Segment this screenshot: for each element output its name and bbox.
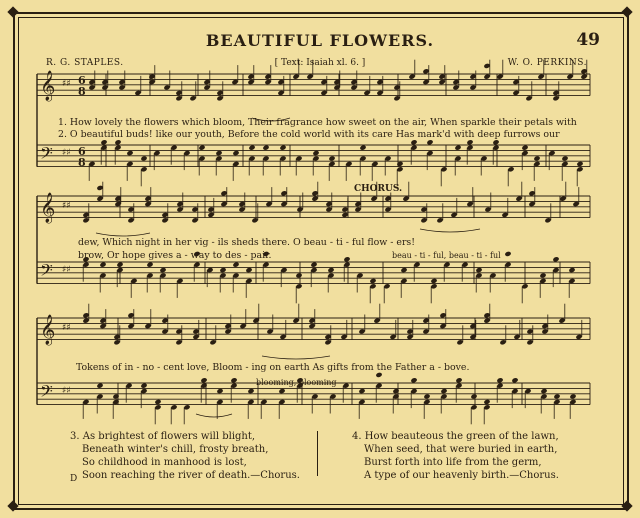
note-head [392,388,399,394]
note-head [430,278,437,284]
note-head [504,251,511,257]
stanza-line: When seed, that were buried in earth, [364,444,558,455]
page-number: 49 [576,30,600,50]
note-head [521,145,528,151]
chorus-lyric-line: brow, Or hope gives a - way to des - pair. [78,250,272,261]
note-head [245,267,252,273]
note-head [232,150,239,156]
stanza-line: Burst forth into life from the germ, [364,457,542,468]
note-head [400,267,407,273]
note-head [552,256,559,262]
note-head [247,388,254,394]
time-signature: 6 [78,145,86,158]
note-head [126,150,133,156]
slur [196,414,232,417]
note-head [576,161,583,167]
chorus-lyric-line: dew, Which night in her vig - ils sheds there. O beau - ti - ful flow - ers! [78,237,415,248]
verse-lyric-line: 1. How lovely the flowers which bloom, Their fragrance how sweet on the air, When sparkle their petals with [58,117,577,128]
note-head [230,377,237,383]
note-head [568,267,575,273]
note-head [569,393,576,399]
note-head [154,399,161,405]
chorus-lyric-line: Tokens of in - no - cent love, Bloom - ing on earth As gifts from the Father a - bove. [76,362,470,373]
note-head [539,272,546,278]
note-head [561,155,568,161]
note-head [440,388,447,394]
note-head [553,393,560,399]
note-head [466,139,473,145]
note-head [200,377,207,383]
note-head [219,267,226,273]
note-head [198,145,205,151]
signature-letter: D [70,474,78,484]
note-head [99,262,106,268]
key-signature: ♯♯ [62,201,71,211]
key-signature: ♯♯ [62,386,71,396]
note-head [112,393,119,399]
scripture-reference: [ Text: Isaiah xl. 6. ] [274,58,366,68]
note-head [359,145,366,151]
time-signature: 6 [78,74,86,87]
note-head [310,262,317,268]
bass-lyric-line: beau - ti - ful, beau - ti - ful [392,251,501,260]
slur [96,233,150,236]
time-signature: 8 [78,156,86,169]
note-head [483,399,490,405]
note-head [496,377,503,383]
note-head [140,383,147,389]
bass-lyric-line: blooming, blooming [256,378,337,387]
treble-clef: 𝄞 [40,315,56,345]
treble-clef: 𝄞 [40,71,56,101]
bass-clef: 𝄢 [40,143,53,167]
note-head [492,139,499,145]
stanza-4 [352,430,559,482]
note-head [312,150,319,156]
note-head [327,267,334,273]
note-head [215,150,222,156]
note-head [396,161,403,167]
note-head [278,388,285,394]
stanza-line: Beneath winter's chill, frosty breath, [82,444,269,455]
note-head [146,262,153,268]
treble-clef: 𝄞 [40,193,56,223]
note-head [100,139,107,145]
bass-clef: 𝄢 [40,260,53,284]
verse-lyric-line: 2. O beautiful buds! like our youth, Before the cold world with its care Has mark'd with deep furrows our [58,129,560,140]
note-head [116,262,123,268]
composer-credit: R. G. STAPLES. [46,58,124,68]
note-head [475,267,482,273]
note-head [279,145,286,151]
note-head [455,377,462,383]
note-head [262,145,269,151]
note-head [295,272,302,278]
note-head [369,278,376,284]
slur [262,356,330,359]
stanza-3 [70,430,300,482]
stanza-line: So childhood in manhood is lost, [82,457,247,468]
note-head [533,155,540,161]
note-head [358,388,365,394]
slur [420,229,480,232]
note-head [470,393,477,399]
chorus-label: CHORUS. [354,184,403,194]
stanza-line: 4. How beauteous the green of the lawn, [352,431,559,442]
note-head [248,145,255,151]
stanza-divider [317,431,318,476]
song-title: BEAUTIFUL FLOWERS. [205,31,435,50]
note-head [328,155,335,161]
key-signature: ♯♯ [62,323,71,333]
note-head [140,155,147,161]
note-head [454,145,461,151]
stanza-line: 3. As brightest of flowers will blight, [70,431,256,442]
note-head [410,377,417,383]
stanza-line: A type of our heavenly birth.—Chorus. [364,470,559,481]
note-head [216,388,223,394]
key-signature: ♯♯ [62,148,71,158]
author-credit: W. O. PERKINS. [507,58,587,68]
note-head [410,139,417,145]
key-signature: ♯♯ [62,79,71,89]
time-signature: 8 [78,85,86,98]
stanza-line: Soon reaching the river of death.—Chorus. [82,470,300,481]
note-head [96,383,103,389]
note-head [114,139,121,145]
note-head [232,262,239,268]
note-head [540,388,547,394]
bass-clef: 𝄢 [40,381,53,405]
key-signature: ♯♯ [62,265,71,275]
note-head [426,139,433,145]
note-head [423,393,430,399]
note-head [343,256,350,262]
note-head [159,267,166,273]
note-head [511,377,518,383]
